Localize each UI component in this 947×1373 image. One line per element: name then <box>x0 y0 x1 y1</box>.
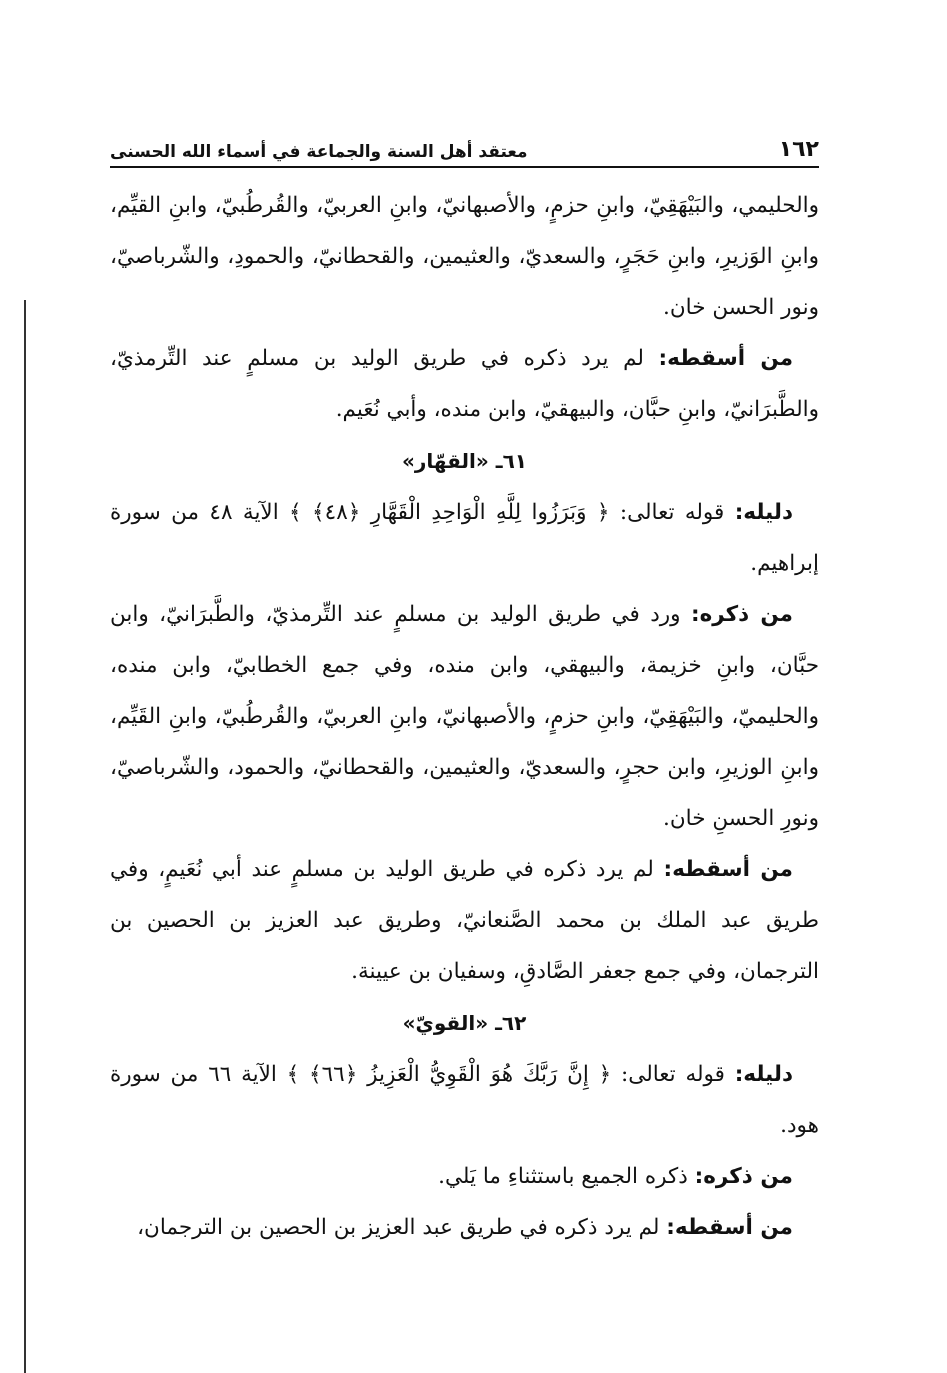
page-number: ١٦٢ <box>778 137 819 162</box>
paragraph-text: لم يرد ذكره في طريق الوليد بن مسلمٍ عند أبي نُعَيمٍ، وفي طريق عبد الملك بن محمد الصَّنعانيّ، وطريق عبد العزيز بن الحصين بن الترجمان، وفي جمع جعفر الصَّادقِ، وسفيان بن عيينة. <box>110 857 819 984</box>
header-rule <box>110 166 819 168</box>
page-body <box>110 180 819 1253</box>
page-header <box>110 122 819 162</box>
label-mentioned-by: من ذكره: <box>691 602 793 627</box>
paragraph-text: قوله تعالى: ﴿ وَبَرَزُوا لِلَّهِ الْوَاحِدِ الْقَهَّارِ ﴿٤٨﴾ ﴾ الآية ٤٨ من سورة إبراهيم. <box>110 500 819 576</box>
paragraph-text: قوله تعالى: ﴿ إِنَّ رَبَّكَ هُوَ الْقَوِيُّ الْعَزِيزُ ﴿٦٦﴾ ﴾ الآية ٦٦ من سورة هود. <box>110 1062 819 1138</box>
paragraph-text: لم يرد ذكره في طريق الوليد بن مسلمٍ عند التِّرمذيّ، والطَّبرَانيّ، وابنِ حبَّان، والبيهقيّ، وابن منده، وأبي نُعَيم. <box>110 346 819 422</box>
paragraph-omitted-by <box>110 844 819 997</box>
label-evidence: دليله: <box>734 1062 793 1087</box>
name-heading-al-qawiyy: ٦٢ـ «القويّ» <box>402 1011 527 1035</box>
paragraph-evidence <box>110 1049 819 1151</box>
paragraph-text: ذكره الجميع باستثناءِ ما يَلي. <box>438 1164 695 1189</box>
paragraph-mentioned-by <box>110 589 819 844</box>
paragraph-mentioned-by <box>110 1151 819 1202</box>
label-mentioned-by: من ذكره: <box>694 1164 793 1189</box>
label-omitted-by: من أسقطه: <box>663 857 793 882</box>
paragraph-omitted-by <box>110 1202 819 1253</box>
paragraph-text: ورد في طريق الوليد بن مسلمٍ عند التِّرمذيّ، والطَّبرَانيّ، وابن حبَّان، وابنِ خزيمة، والبيهقي، وابن منده، وفي جمع الخطابيّ، وابن منده، والحليميّ، والبَيْهَقِيّ، وابنِ حزمٍ، والأصبهانيّ، وابنِ العربيّ، والقُرطُبيّ، وابنِ القَيِّم، وابنِ الوزيرِ، وابن حجرٍ، والسعديّ، والعثيمين، والقحطانيّ، والحمود، والشّرباصيّ، ونورِ الحسنِ خان. <box>110 602 819 831</box>
label-evidence: دليله: <box>734 500 793 525</box>
scan-edge-line <box>24 300 26 1373</box>
name-heading-al-qahhar: ٦١ـ «القهّار» <box>401 449 528 473</box>
paragraph-scholars-list: والحليمي، والبَيْهَقِيّ، وابنِ حزمٍ، والأصبهانيّ، وابنِ العربيّ، والقُرطُبيّ، وابنِ القيِّم، وابنِ الوَزيرِ، وابنِ حَجَرٍ، والسعديّ، والعثيمين، والقحطانيّ، والحمودِ، والشّرباصيّ، ونور الحسن خان. <box>110 193 819 320</box>
label-omitted-by: من أسقطه: <box>658 346 793 371</box>
running-title: معتقد أهل السنة والجماعة في أسماء الله الحسنى <box>110 142 528 162</box>
label-omitted-by: من أسقطه: <box>666 1215 793 1240</box>
paragraph-text: لم يرد ذكره في طريق عبد العزيز بن الحصين بن الترجمان، <box>137 1215 667 1240</box>
paragraph-evidence <box>110 487 819 589</box>
paragraph-omitted-by <box>110 333 819 435</box>
